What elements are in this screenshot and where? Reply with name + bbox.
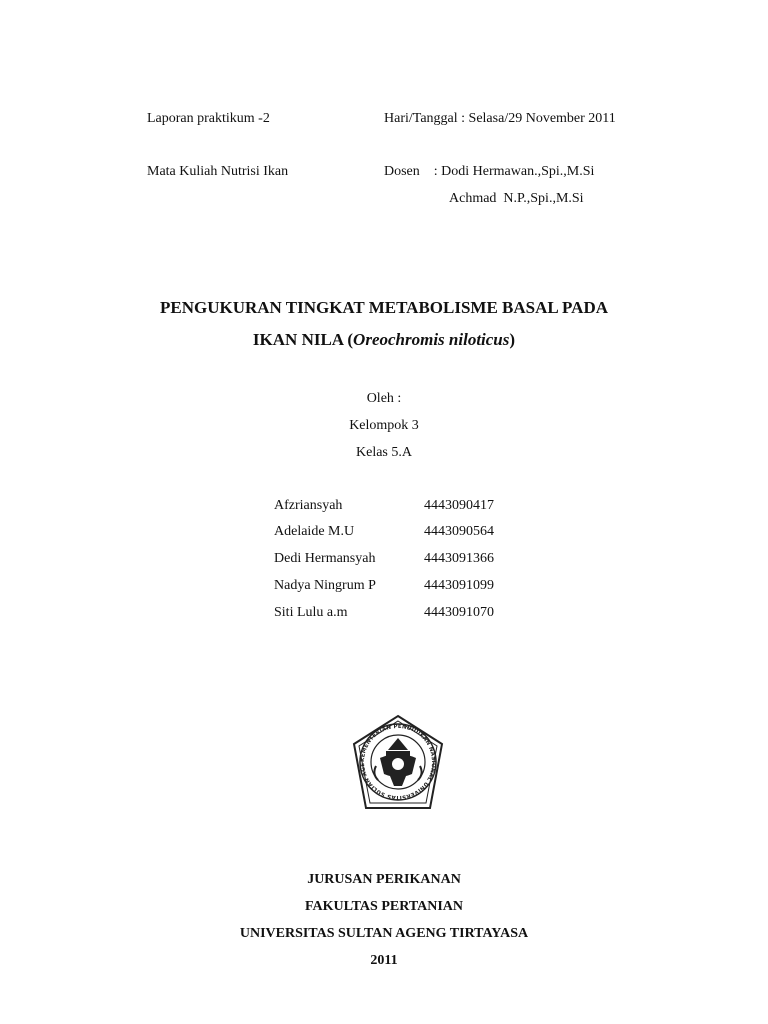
member-name: Adelaide M.U — [274, 524, 355, 539]
lecturer-line-2: Achmad N.P.,Spi.,M.Si — [449, 191, 584, 206]
member-name: Dedi Hermansyah — [274, 551, 376, 566]
lecturer-line-1: Dosen : Dodi Hermawan.,Spi.,M.Si — [384, 164, 595, 179]
member-name: Afzriansyah — [274, 498, 343, 513]
document-title-line-2 — [0, 330, 768, 350]
species-name: Oreochromis niloticus — [353, 330, 510, 349]
member-nim: 4443091099 — [424, 578, 494, 593]
member-name: Siti Lulu a.m — [274, 605, 348, 620]
svg-text:KEMENTERIAN PENDIDIKAN NASIONA: KEMENTERIAN PENDIDIKAN NASIONAL UNIVERSITAS SULTAN AGE — [359, 723, 437, 801]
university-label: UNIVERSITAS SULTAN AGENG TIRTAYASA — [239, 926, 529, 941]
year-label: 2011 — [370, 953, 398, 968]
class-label: Kelas 5.A — [356, 445, 412, 460]
department-label: JURUSAN PERIKANAN — [307, 872, 461, 887]
date-label: Hari/Tanggal : Selasa/29 November 2011 — [384, 111, 616, 126]
title-prefix: IKAN NILA ( — [252, 330, 354, 349]
document-title-line-1: PENGUKURAN TINGKAT METABOLISME BASAL PADA — [159, 298, 609, 317]
group-label: Kelompok 3 — [349, 418, 419, 433]
title-suffix: ) — [509, 330, 516, 349]
university-seal-icon — [350, 714, 446, 812]
member-nim: 4443090564 — [424, 524, 494, 539]
faculty-label: FAKULTAS PERTANIAN — [304, 899, 464, 914]
member-nim: 4443091070 — [424, 605, 494, 620]
report-label: Laporan praktikum -2 — [147, 111, 270, 126]
member-nim: 4443091366 — [424, 551, 494, 566]
member-nim: 4443090417 — [424, 498, 494, 513]
member-name: Nadya Ningrum P — [274, 578, 376, 593]
by-label: Oleh : — [366, 391, 402, 406]
course-label: Mata Kuliah Nutrisi Ikan — [147, 164, 289, 179]
